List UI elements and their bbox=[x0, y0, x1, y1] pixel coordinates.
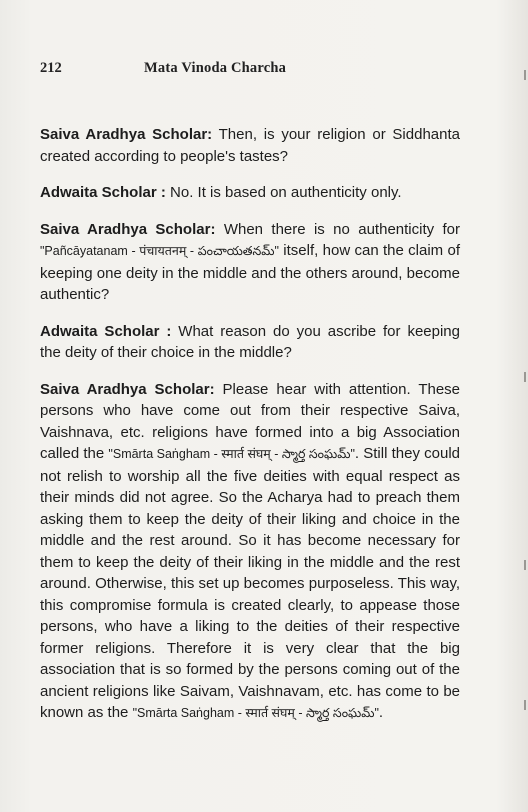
dialogue-paragraph bbox=[40, 124, 460, 167]
sanskrit-term: "Smārta Saṅgham - स्मार्त संघम् - స్మార్త సంఘమ్" bbox=[132, 706, 379, 720]
edge-mark bbox=[524, 372, 526, 382]
dialogue-text: Then, is your religion or Siddhanta created according to people's tastes? bbox=[40, 126, 460, 165]
page-number: 212 bbox=[40, 60, 62, 76]
dialogue-paragraph bbox=[40, 219, 460, 306]
dialogue-text: When there is no authenticity for bbox=[215, 220, 461, 238]
speaker-label: Adwaita Scholar : bbox=[40, 184, 166, 201]
dialogue-text: No. It is based on authenticity only. bbox=[165, 184, 402, 201]
sanskrit-term: "Pañcāyatanam - पंचायतनम् - పంచాయతనమ్" bbox=[40, 244, 279, 258]
speaker-label: Saiva Aradhya Scholar: bbox=[40, 220, 216, 238]
edge-mark bbox=[524, 70, 526, 80]
page-header bbox=[40, 60, 480, 84]
dialogue-paragraph bbox=[40, 182, 460, 204]
dialogue-text: Please hear with attention. These persons who have come out from their respective Saiva, Vaishnava, etc. religions have formed into a big Association called the bbox=[40, 380, 461, 462]
speaker-label: Saiva Aradhya Scholar: bbox=[40, 380, 215, 398]
speaker-label: Adwaita Scholar : bbox=[40, 322, 172, 340]
speaker-label: Saiva Aradhya Scholar: bbox=[40, 126, 213, 143]
dialogue-paragraph bbox=[40, 379, 460, 725]
dialogue-paragraph bbox=[40, 321, 460, 364]
dialogue-text: . Still they could not relish to worship all the five deities with equal respect as their minds did not agree. So the Acharya had to preach them asking them to keep the deity of their liking and choice in the middle and the rest around. So it has become necessary for them to keep the deity of their liking in the middle and the rest around. Otherwise, this set up becomes purposeless. This way, this compromise formula is created clearly, to appease those persons, who have a liking to the deities of their respective former religions. Therefore it is very clear that the big association that is so formed by the persons coming out of the ancient religions like Saivam, Vaishnavam, etc. has come to be known as the bbox=[40, 445, 460, 721]
sanskrit-term: "Smārta Saṅgham - स्मार्त संघम् - స్మార్త సంఘమ్" bbox=[108, 447, 355, 461]
dialogue-text: What reason do you ascribe for keeping the deity of their choice in the middle? bbox=[40, 322, 460, 361]
dialogue-body bbox=[40, 124, 460, 740]
edge-mark bbox=[524, 560, 526, 570]
running-title: Mata Vinoda Charcha bbox=[144, 60, 287, 76]
dialogue-text: itself, how can the claim of keeping one deity in the middle and the others around, become authentic? bbox=[40, 242, 460, 303]
edge-mark bbox=[524, 700, 526, 710]
dialogue-text: . bbox=[378, 704, 384, 721]
